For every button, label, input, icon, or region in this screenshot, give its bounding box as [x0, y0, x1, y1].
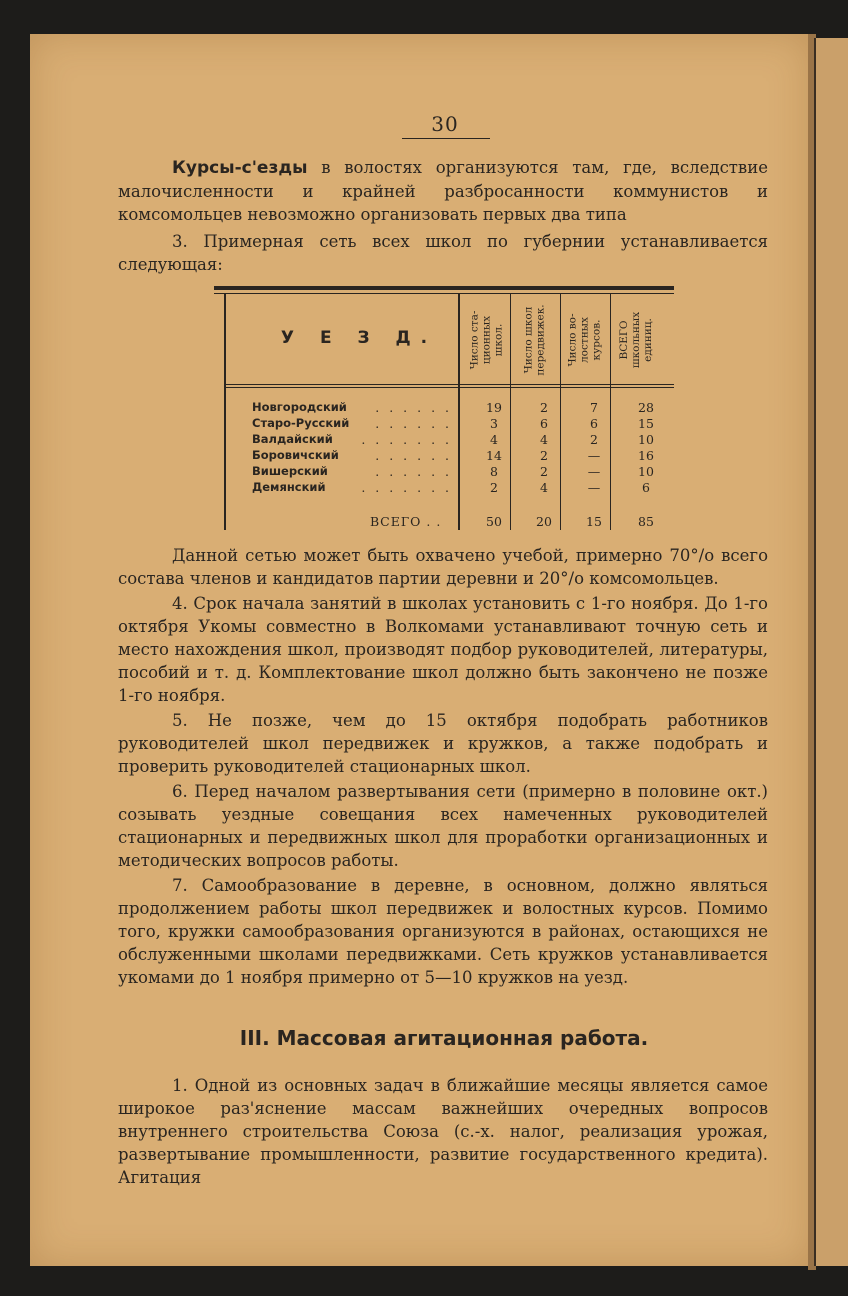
- body-text-block: [118, 544, 768, 989]
- col-header-stationary: Число ста- ционных школ.: [468, 310, 505, 370]
- paragraph-coverage: Данной сетью может быть охвачено учебой, примерно 70°/o всего состава членов и кандидатов партии деревни и 20°/o комсомольцев.: [118, 546, 768, 588]
- table-top-rule-thin: [214, 293, 674, 294]
- row-name: Демянский: [252, 480, 326, 494]
- paragraph-item-4: 4. Срок начала занятий в школах установить с 1-го ноября. До 1-го октября Укомы совместно в Волкомами устанавливают точную сеть и место нахождения школ, производят подбор руководителей, литературы, пособий и т. д. Комплектование школ должно быть закончено не позже 1-го ноября.: [118, 594, 768, 705]
- row-name: Вишерский: [252, 464, 328, 478]
- paragraph-agitation: [118, 1074, 768, 1189]
- paragraph-item-6: 6. Перед началом развертывания сети (примерно в половине окт.) созывать уездные совещания всех намеченных руководителей стационарных и передвижных школ для проработки организационных и методических вопросов работы.: [118, 782, 768, 870]
- total-label: ВСЕГО . .: [370, 514, 442, 529]
- table-row: . . . . . . . Валдайский 4 4 2 10: [252, 432, 654, 447]
- page-number: 30: [431, 112, 459, 136]
- col-header-mobile: Число школ передвижек.: [523, 304, 548, 376]
- paragraph-courses: [118, 156, 768, 276]
- next-page-edge: [814, 38, 848, 1266]
- table-row: . . . . . . Новгородский 19 2 7 28: [252, 400, 654, 415]
- row-name: Старо-Русский: [252, 416, 350, 430]
- table-left-rule: [224, 294, 226, 530]
- row-name: Новгородский: [252, 400, 347, 414]
- row-name: Валдайский: [252, 432, 333, 446]
- section-heading: III. Массовая агитационная работа.: [239, 1026, 649, 1050]
- table-top-rule: [214, 286, 674, 290]
- table-header-rule: [224, 384, 674, 385]
- table-row: . . . . . . Боровичский 14 2 — 16: [252, 448, 654, 463]
- col-header-courses: Число во- лостных курсов.: [567, 313, 604, 367]
- paragraph-item-7: 7. Самообразование в деревне, в основном, должно являться продолжением работы школ передвижек и волостных курсов. Помимо того, кружки самообразования организуются в районах, остающихся не обслуженными школами передвижками. Сеть кружков устанавливается укомами до 1 ноября примерно от 5—10 кружков на уезд.: [118, 876, 768, 987]
- table-row: . . . . . . . Демянский 2 4 — 6: [252, 480, 650, 495]
- uezd-column-header: У Е З Д.: [280, 328, 438, 348]
- paragraph-lead: Курсы-с'езды: [172, 158, 308, 178]
- row-name: Боровичский: [252, 448, 339, 462]
- table-row: . . . . . . Вишерский 8 2 — 10: [252, 464, 654, 479]
- table-row: . . . . . . Старо-Русский 3 6 6 15: [252, 416, 654, 431]
- paragraph-text: в волостях организуются там, где, вследствие малочисленности и крайней разбросанности коммунистов и комсомольцев невозможно организовать первых два типа: [118, 158, 768, 224]
- page-number-rule: [402, 138, 490, 139]
- schools-table: У Е З Д. Число ста- ционных школ. Число школ передвижек. Число во- лостных курсов. ВСЕГО школьных единиц. . . . . . . Новгородский 19 2 7 28 . . . . . . Старо-Русский 3 6 6 15 . . . . . . . Валдайский 4 4 2 10 . . . . . . Боровичский 14 2 — 16 . . . . . . Вишерский 8 2 — 10 . . . . . . . Демянский 2 4 — 6 ВСЕГО . . 50 20 15 85: [214, 286, 674, 530]
- table-header-rule-2: [224, 387, 674, 388]
- paragraph-item-5: 5. Не позже, чем до 15 октября подобрать работников руководителей школ передвижек и кружков, а также подобрать и проверить руководителей стационарных школ.: [118, 711, 768, 776]
- paragraph-school-network: 3. Примерная сеть всех школ по губернии устанавливается следующая:: [118, 232, 768, 274]
- col-header-total: ВСЕГО школьных единиц.: [618, 311, 654, 369]
- paragraph-item-1: 1. Одной из основных задач в ближайшие месяцы является самое широкое раз'яснение массам важнейших очередных вопросов внутреннего строительства Союза (с.-х. налог, реализация урожая, развертывание промышленности, развитие государственного кредита). Агитация: [118, 1076, 768, 1187]
